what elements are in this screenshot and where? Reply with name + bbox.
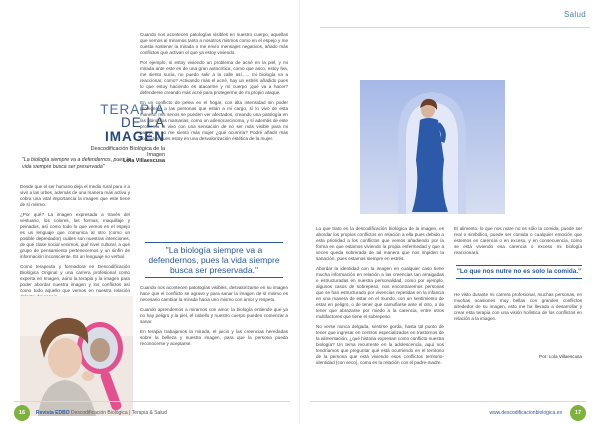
paragraph: Abordar la identidad con la imagen en cualquier caso tiene mucha información en relación a las creencias tan arraigadas e estructuradas en nuestra personalidad, como por ejemplo, algunos casos de sobrepeso, nos encontraremos personas que se han estructurado por vivencias repetidas en la infancia en una manera de estar en el mundo, con un sentimiento de estar en peligro, o de tener que camuflarse ante el otro, o de tener que abrazarse por miedo a la carencia, entre otros multifactores que tiene el sobrepeso. (316, 266, 444, 319)
girl-mirror-photo (20, 296, 133, 416)
page-number-left: 16 (14, 405, 30, 421)
paragraph: Como terapeuta y formadora en Descodificación Biológica Original y una carrera profesional como experta en Imagen, aúno la terapia y la imagen para poder abordar nuestra imagen y los conflictos así como todo aquello que vemos en nuestra relación (20, 264, 130, 293)
paragraph: En un conflicto de pelea en el hogar, con alta intensidad sin poder protegerse a las personas que están a mi cargo, sí lo vivo de esta manera, mis senos se pueden ver afectados, creando una patología en las glándulas mamarias, como un adenocarcinoma, y sí además de este problema lo vivo con una sensación de no ser más visible para mi pareja, o no me siento más mujer ¿qué ocurriría? Podré añadir más conflictos pues estoy en una desvalorización estética de la mujer. (140, 100, 288, 141)
girl-mirror-illustration (20, 296, 133, 416)
woman-mirror-photo (360, 80, 505, 214)
paragraph: Cuando aprendemos a mirarnos con amor, la biología entiende que ya no hay peligro y la piel, el cabello y nuestro cuerpo pueden comenzar a sanar. (140, 307, 288, 324)
pull-quote-right (456, 263, 582, 281)
magazine-name: Revista EDBO (36, 410, 70, 416)
paragraph: ¿Por qué? La imagen expresada a través del vestuario, los colores, las formas, maquillaje y peinados, así como todo lo que vemos en el espejo es un lenguaje que comunica al otro (como un posible depredador) cuáles son nuestras intenciones, de qué clase social venimos, qué nivel cultural, a qué grupo de pensamiento pertenecemos y un sinfín de información inconsciente. Es un lenguaje no verbal. (20, 212, 130, 259)
paragraph: El alimento, lo que nos nutre no es sólo la comida, puede ser real o simbólico, puede ser comida o cualquier emoción que estemos en carencia o en exceso, y en consecuencia, como se está viviendo esa carencia o exceso mi biología reaccionará. (454, 226, 582, 255)
section-header-rule (320, 27, 590, 28)
section-label: Salud (564, 10, 586, 19)
quote-rule (456, 265, 582, 266)
woman-mirror-illustration (360, 80, 505, 214)
footer-right (300, 402, 600, 424)
quote-rule (456, 278, 582, 279)
article-title-prefix: DE LA (120, 115, 165, 130)
article-title-bold: IMAGEN (105, 129, 165, 144)
paragraph: Cuando nos acontecen patologías visibles en nuestro cuerpo, aquellas que vemos al mirarnos tanto a nosotros mismos como en el espejo y me cuesta sostener la mirada o me envío mensajes negativos, añado más conflictos que activan el que ya estoy viviendo. (140, 32, 288, 55)
right-column-2b (454, 292, 582, 326)
website-link[interactable]: www.descodificacionbiologica.es (489, 410, 562, 416)
pull-quote-text: "Lo que nos nutre no es solo la comida." (456, 268, 582, 275)
paragraph: Desde que el ser humano deja el medio rural para ir a vivir a las urbes, además de una manera más activa y cobra una vital importancia la imagen que este tiene de sí mismo. (20, 184, 130, 207)
paragraph: Cuando nos acontecen patologías visibles, desvalorizarse en su imagen hace que el conflicto se agrave y para sanar la imagen de sí mismo es necesario cambiar la mirada hacia uno mismo con amor y respeto. (140, 285, 288, 302)
footer-left (0, 402, 300, 424)
left-column-2 (140, 32, 288, 146)
paragraph: He visto durante mi carrera profesional, muchas personas, en muchas ocasiones muy bellas con grandes conflictos alrededor de su imagen, esto me ha llevado a desarrollar y crear esta terapia con una visión holística de los conflictos en relación a la imagen. (454, 292, 582, 321)
right-column-1 (316, 226, 444, 370)
left-column-2b (140, 285, 288, 351)
paragraph: No verse nunca delgada, sentirse gorda, hasta tal punto de tener que ingresar en centros especializados en trastornos de la alimentación, ¿qué historia expresan como conflicto nuestra biología? Un tema recurrente en la adolescencia, aquí nos tendríamos que preguntar qué está ocurriendo en el territorio de la persona que está viviendo esos conflictos territorio-identidad (con seco), como es la relación con el padre-madre. (316, 324, 444, 365)
pull-quote-text: "La biología siempre va a defendernos, pues la vida siempre busca ser preservada." (148, 245, 280, 275)
paragraph: En terapia trabajamos la mirada, el juicio y las creencias heredadas sobre la belleza y nuestra imagen, para que la persona pueda reconocerse y aceptarse. (140, 329, 288, 346)
right-column-2 (454, 226, 582, 260)
section-header (564, 10, 586, 19)
small-pull-quote: "La biología siempre va a defendernos, pues la vida siempre busca ser preservada" (22, 157, 131, 170)
article-author: Lola Villaescusa (123, 158, 165, 164)
article-byline: Por: Lola Villaescusa (539, 354, 582, 359)
quote-rule (145, 242, 283, 243)
footer-section-text: Descodificación Biológica | Terapia & Salud (69, 410, 167, 416)
right-page (300, 0, 600, 424)
footer-left-text (36, 410, 167, 416)
pull-quote-left (145, 240, 283, 280)
article-subtitle: Descodificación Biológica de la Imagen (90, 146, 165, 158)
paragraph: Por ejemplo, si estoy viviendo un problema de acné en la piel, y mi mirada ante este es de una gran autocrítica, como que asco, estoy fea, me siento sucia, no puedo salir a la calle así...... mi biología va a reaccionar, como? Activando más el acné, hay un estrés añadido pues lo que estoy haciendo es atacarme y mi cuerpo ¡qué va a hacer? defenderse creando más acné para protegerme de mi propio ataque. (140, 60, 288, 95)
article-title-line1: TERAPIA (100, 102, 165, 117)
paragraph: Lo que trato en la descodificación biológica de la imagen, es abordar los propios conflictos en relación a ella pues debido a esta prioridad a los conflictos que vemos añadiendo por la forma en que estamos viviendo la propia enfermedad y que a veces queda sobrerada de tal manera que nos impiden la sanación, pues estamos siempre en estrés. (316, 226, 444, 261)
quote-rule (145, 277, 283, 278)
page-number-right: 17 (570, 405, 586, 421)
